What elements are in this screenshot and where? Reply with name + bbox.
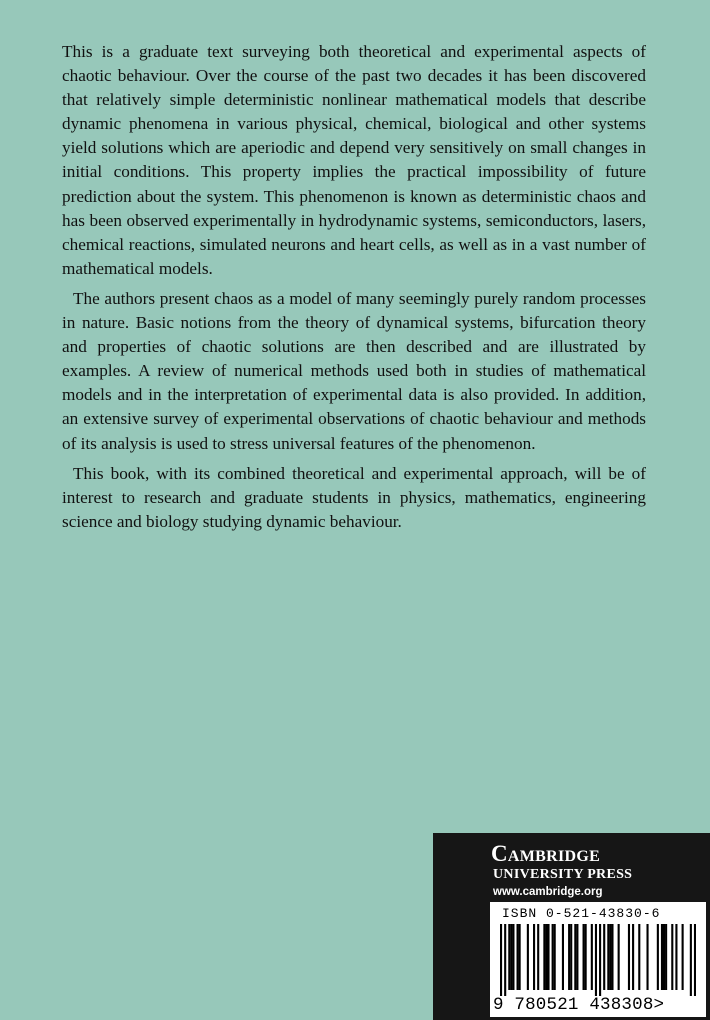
- ean-number: 9 780521 438308: [493, 995, 654, 1015]
- barcode-bar: [661, 924, 663, 990]
- barcode-bar: [682, 924, 684, 990]
- barcode-bar: [562, 924, 564, 990]
- barcode-bar: [527, 924, 529, 990]
- barcode-bar: [504, 924, 506, 996]
- barcode-bar: [500, 924, 502, 996]
- barcode-bar: [690, 924, 692, 996]
- publisher-subtitle: UNIVERSITY PRESS: [493, 867, 633, 882]
- barcode-bar: [607, 924, 609, 990]
- barcode-bar: [570, 924, 572, 990]
- barcode-bar: [510, 924, 512, 990]
- barcode-bar: [591, 924, 593, 990]
- publisher-name: Cambridge: [491, 841, 601, 866]
- barcode-bar: [547, 924, 549, 990]
- barcode-bar: [576, 924, 578, 990]
- barcode-bar: [533, 924, 535, 990]
- barcode-bar: [646, 924, 648, 990]
- barcode-bar: [628, 924, 630, 990]
- barcode-bar: [665, 924, 667, 990]
- publisher-panel: [433, 833, 710, 1020]
- barcode-bar: [618, 924, 620, 990]
- publisher-url: www.cambridge.org: [493, 886, 603, 898]
- barcode-bar: [585, 924, 587, 990]
- barcode-bar: [543, 924, 545, 990]
- ean-digits: [493, 995, 703, 1015]
- barcode-bar: [603, 924, 605, 990]
- barcode-bar: [512, 924, 514, 990]
- isbn-label: ISBN 0-521-43830-6: [502, 906, 661, 921]
- barcode-bar: [568, 924, 570, 990]
- barcode-bar: [609, 924, 611, 990]
- blurb-paragraph-3: This book, with its combined theoretical and experimental approach, will be of interest to research and graduate students in physics, mathematics, engineering science and biology studying dynamic behaviour.: [62, 463, 646, 531]
- barcode-bar: [545, 924, 547, 990]
- barcode-bar: [519, 924, 521, 990]
- barcode-bar: [657, 924, 659, 990]
- barcode-box: [490, 902, 706, 1017]
- barcode-bar: [517, 924, 519, 990]
- barcode-bar: [671, 924, 673, 990]
- barcode-bar: [632, 924, 634, 990]
- blurb-paragraph-2: The authors present chaos as a model of many seemingly purely random processes in nature. Basic notions from the theory of dynamical systems, bifurcation theory and properties of chaotic solutions are then described and are illustrated by examples. A review of numerical methods used both in studies of mathematical models and in the interpretation of experimental data is also provided. In addition, an extensive survey of experimental observations of chaotic behaviour and methods of its analysis is used to stress universal features of the phenomenon.: [62, 288, 646, 453]
- barcode-bar: [595, 924, 597, 996]
- back-cover-blurb: [62, 40, 646, 540]
- barcode-bars: [500, 924, 696, 996]
- barcode-bar: [554, 924, 556, 990]
- blurb-paragraph-1: This is a graduate text surveying both theoretical and experimental aspects of chaotic behaviour. Over the course of the past two decades it has been discovered that relatively simple deterministic nonlinear mathematical models that describe dynamic phenomena in various physical, chemical, biological and other systems yield solutions which are aperiodic and depend very sensitively on small changes in initial conditions. This property implies the practical impossibility of future prediction about the system. This phenomenon is known as deterministic chaos and has been observed experimentally in hydrodynamic systems, semiconductors, lasers, chemical reactions, simulated neurons and heart cells, as well as in a vast number of mathematical models.: [62, 42, 646, 278]
- barcode-bar: [537, 924, 539, 990]
- barcode-bar: [599, 924, 601, 996]
- addon-mark: >: [653, 995, 665, 1015]
- barcode-bar: [552, 924, 554, 990]
- barcode-bar: [675, 924, 677, 990]
- barcode-bar: [611, 924, 613, 990]
- barcode-bar: [663, 924, 665, 990]
- barcode-bar: [694, 924, 696, 996]
- barcode-bar: [508, 924, 510, 990]
- barcode-bar: [583, 924, 585, 990]
- barcode-bar: [638, 924, 640, 990]
- barcode-bar: [574, 924, 576, 990]
